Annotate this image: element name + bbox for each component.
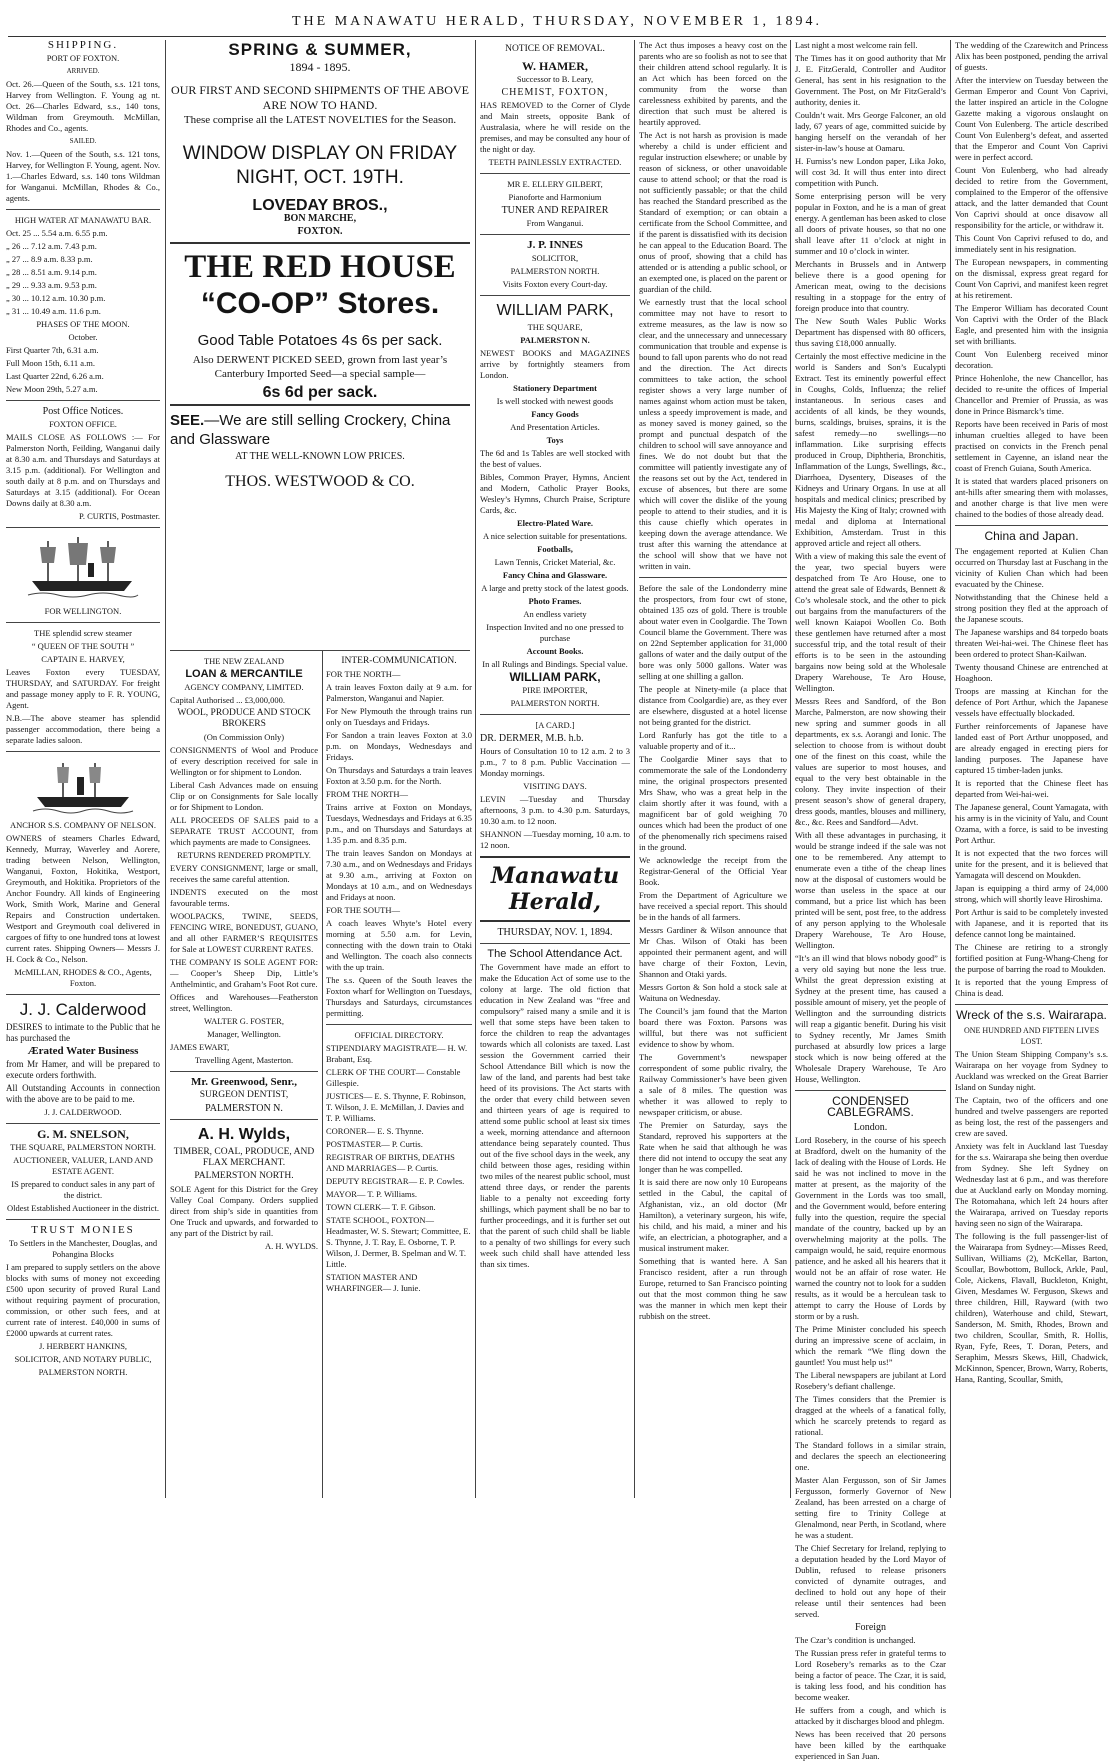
wylds-sign: A. H. WYLDS. bbox=[265, 1241, 318, 1251]
spring-summer: SPRING & SUMMER, bbox=[228, 40, 412, 59]
local-6: From the Department of Agriculture we have received a special report. This should be in the hands of all farmers. bbox=[639, 890, 787, 922]
cj-2: Notwithstanding that the Chinese held a strong position they fled at the approach of the Japanese scouts. bbox=[955, 592, 1108, 624]
local-4: The Coolgardie Miner says that to commemorate the sale of the Londonderry mine, the original prospectors presented Mrs Shaw, who was a great help in the claim shortly after it was found, with a magnificent bar of gold weighing 70 ounces which had been the product of one of the phenomenally rich specimens raised in the ground. bbox=[639, 754, 787, 852]
local-5: We acknowledge the receipt from the Registrar-General of the Official Year Book. bbox=[639, 855, 787, 887]
westwood: THOS. WESTWOOD & CO. bbox=[225, 473, 415, 490]
bon-marche: BON MARCHE, bbox=[283, 213, 357, 224]
red-house: THE RED HOUSE bbox=[184, 249, 456, 285]
south-1: A coach leaves Whyte’s Hotel every morning at 5.50 a.m. for Levin, connecting with the down train to Otaki and Wellington. The coach also connects with the up train. bbox=[326, 918, 472, 972]
post-office-sign: P. CURTIS, Postmaster. bbox=[79, 511, 160, 521]
trust-title: TRUST MONIES bbox=[31, 1224, 135, 1236]
ad-rule bbox=[170, 650, 470, 651]
foxton: FOXTON. bbox=[297, 226, 343, 237]
innes-palm: PALMERSTON NORTH. bbox=[510, 266, 600, 276]
interview: After the interview on Tuesday between the German Emperor and Count Von Caprivi, the latter inspired an article in the Cologne Gazette making a vigorous onslaught on Count Von Eulenberg. The article described Count Von Eulenberg’s defeat, and asserted that the Emperor and Count Von Caprivi were in perfect accord. bbox=[955, 75, 1108, 162]
masthead: THE MANAWATU HERALD, THURSDAY, NOVEMBER 1, 1894. bbox=[292, 14, 822, 29]
greenwood: Mr. Greenwood, Senr., bbox=[191, 1076, 297, 1088]
from-wanganui: From Wanganui. bbox=[526, 218, 584, 228]
visiting: VISITING DAYS. bbox=[523, 781, 587, 791]
column-rule bbox=[790, 40, 791, 1498]
offices: Offices and Warehouses—Featherston street, Wellington. bbox=[170, 992, 318, 1013]
snelson-sub: THE SQUARE, PALMERSTON NORTH. bbox=[10, 1142, 156, 1152]
dir-9: TOWN CLERK— T. F. Gibson. bbox=[326, 1202, 436, 1212]
eulenberg-2: Count Von Eulenberg received minor decoration. bbox=[955, 349, 1108, 370]
presentation: And Presentation Articles. bbox=[510, 422, 600, 432]
calderwood-text-2: from Mr Hamer, and will be prepared to execute orders forthwith. bbox=[6, 1059, 160, 1080]
news-7: The New South Wales Public Works Department has dispensed with 80 officers, thus saving £18,000 annually. bbox=[795, 316, 946, 348]
warders: It is stated that warders placed prisoners on ant-hills after smearing them with molasses, and another charge is that live men were chained to the bodies of those already dead. bbox=[955, 476, 1108, 519]
herald-date: THURSDAY, NOV. 1, 1894. bbox=[497, 927, 613, 938]
see-label: SEE. bbox=[170, 412, 205, 429]
hw-row: „ 27 ... 8.9 a.m. 8.33 p.m. bbox=[6, 254, 93, 264]
column-4 bbox=[480, 40, 630, 1498]
anchor-title: ANCHOR S.S. COMPANY OF NELSON. bbox=[9, 820, 157, 830]
cj-12: The Chinese are retiring to a strongly fortified position at Fung-Whang-Cheng for the purpose of barring the road to Moukden. bbox=[955, 942, 1108, 974]
consign: CONSIGNMENTS of Wool and Produce of every description received for sale in Wellington or for shipment to London. bbox=[170, 745, 318, 777]
timber: TIMBER, COAL, PRODUCE, AND FLAX MERCHANT. bbox=[173, 1147, 315, 1168]
loan-heading: LOAN & MERCANTILE bbox=[185, 668, 303, 680]
hours: Hours of Consultation 10 to 12 a.m. 2 to 3 p.m., 7 to 8 p.m. Public Vaccination — Monday mornings. bbox=[480, 746, 630, 778]
trust-sign: J. HERBERT HANKINS, bbox=[38, 1341, 128, 1351]
foster: WALTER G. FOSTER, bbox=[204, 1016, 284, 1026]
hw-row: „ 29 ... 9.33 a.m. 9.53 p.m. bbox=[6, 280, 97, 290]
agency: AGENCY COMPANY, LIMITED. bbox=[184, 682, 304, 692]
novelties: These comprise all the LATEST NOVELTIES for the Season. bbox=[183, 114, 457, 126]
school-act-title: The School Attendance Act. bbox=[487, 948, 623, 960]
column-6 bbox=[795, 40, 946, 1761]
tuner: TUNER AND REPAIRER bbox=[501, 205, 609, 216]
steamer-name: “ QUEEN OF THE SOUTH ” bbox=[31, 641, 135, 651]
visits: Visits Foxton every Court-day. bbox=[502, 279, 608, 289]
china: Fancy China and Glassware. bbox=[502, 570, 608, 580]
stationery: Stationery Department bbox=[513, 383, 597, 393]
calderwood-text: DESIRES to intimate to the Public that he has purchased the bbox=[6, 1022, 160, 1043]
column-2a bbox=[170, 656, 318, 1498]
calderwood-title: J. J. Calderwood bbox=[19, 1000, 147, 1019]
indents: INDENTS executed on the most favourable terms. bbox=[170, 887, 318, 908]
from-north: FROM THE NORTH— bbox=[326, 789, 408, 799]
editorial-3: We earnestly trust that the local school committee may not have to resort to extreme measures, as the law is now so clear, and the unnecessary and unnecessary communication that trouble and expense is bound to fall upon parents who do not read and the direction. The Act directs committees to take action, the school register shows a very large number of names against whom action must be taken, unless a speedy improvement is made, and as money saved is money gained, so the prompt and punctual despatch of the children to school will save annoyance and fines. We do not doubt but that the committee will patiently investigate any of the reasons set out by the Act, tendered in excuse of absences, but there are some which will cover the dislike of the young people to attend to their studies, and it is this cause chiefly which operates in keeping down the average attendance. We trust after this warning the attendance at the school will show that we have not written in vain. bbox=[639, 297, 787, 571]
cj-11: Port Arthur is said to be completely invested with Japanese, and it is reported that its defence cannot long be maintained. bbox=[955, 907, 1108, 939]
news-10: Messrs Rees and Sandford, of the Bon Marche, Palmerston, are now showing their new spring and summer goods in all departments, ex s.s. Aorangi and Ionic. The selection to choose from is without doubt one of the finest on this coast, while the values are superior to most houses, and equal to the very best obtainable in the colony. They invite inspection of their present season’s show of general drapery, dress goods, mantles, blouses and millinery, &c., &c. Rees and Sandford—Advt. bbox=[795, 696, 946, 827]
cough: He suffers from a cough, and which is attacked by it discharges blood and phlegm. bbox=[795, 1705, 946, 1726]
electro: Electro-Plated Ware. bbox=[516, 518, 593, 528]
see-text: —We are still selling Crockery, China and Glassware bbox=[170, 412, 451, 448]
news-12: “It’s an ill wind that blows nobody good” is a very old saying but none the less true. Whilst the great depression existing at Sydney at the present time, has caused a possible amount of misery, yet the people of Wellington and the surrounding districts will reap a gigantic benefit. During his visit to Sydney recently, Mr James Smith purchased at absurdly low prices a large stock which is now being offered at the Wholesale Drapery Warehouse, Te Aro House, Wellington. bbox=[795, 953, 946, 1084]
proceeds: ALL PROCEEDS OF SALES paid to a SEPARATE TRUST ACCOUNT, from which payments are made to Consignees. bbox=[170, 815, 318, 847]
shipping-title: SHIPPING. bbox=[47, 39, 119, 51]
north-2: For New Plymouth the through trains run only on Tuesdays and Fridays. bbox=[326, 706, 472, 727]
north-4: On Thursdays and Saturdays a train leaves Foxton at 3.50 p.m. for the North. bbox=[326, 765, 472, 786]
column-2-ads bbox=[170, 40, 470, 650]
moon-row: Full Moon 15th, 6.11 a.m. bbox=[6, 358, 95, 368]
successor: Successor to B. Leary, bbox=[516, 74, 594, 84]
calderwood-sign: J. J. CALDERWOOD. bbox=[44, 1107, 122, 1117]
aerated-water: Ærated Water Business bbox=[27, 1045, 139, 1057]
anchor-agents: McMILLAN, RHODES & CO., Agents, Foxton. bbox=[14, 967, 152, 988]
column-3 bbox=[326, 656, 472, 1498]
sailed-text: Nov. 1.—Queen of the South, s.s. 121 tons, Harvey, for Wellington F. Young, agent. Nov. 1.—Charles Edward, s.s. 140 tons Wildman for Wanganui. McMillan, Rhodes & Co., agents. bbox=[6, 149, 160, 203]
chemist: CHEMIST, FOXTON, bbox=[501, 87, 609, 98]
ireland: The Chief Secretary for Ireland, replying to a deputation headed by the Lord Mayor of Dublin, refused to release prisoners convicted of dynamite outrages, and declined to hold out any hope of their release until their sentences had been served. bbox=[795, 1543, 946, 1619]
trust-sign-2: SOLICITOR, AND NOTARY PUBLIC, bbox=[14, 1354, 152, 1364]
wreck-1: The Union Steam Shipping Company’s s.s. Wairarapa on her voyage from Sydney to Auckland was wrecked on the Great Barrier Island on Sunday night. bbox=[955, 1049, 1108, 1092]
killed: News has been received that 20 persons have been killed by the earthquake experienced in San Juan. bbox=[795, 1729, 946, 1761]
dir-11: STATION MASTER AND WHARFINGER— J. Iunie. bbox=[326, 1272, 421, 1293]
electro-text: A nice selection suitable for presentations. bbox=[483, 531, 627, 541]
wool: WOOL, PRODUCE AND STOCK BROKERS bbox=[177, 708, 311, 729]
reports: Reports have been received in Paris of most inhuman cruelties alleged to have been practised on convicts in the French penal settlement in Cayenne, an island near the coast of French Guiana, South America. bbox=[955, 419, 1108, 473]
window-display: WINDOW DISPLAY ON FRIDAY NIGHT, OCT. 19TH. bbox=[182, 143, 458, 188]
nz-heading: THE NEW ZEALAND bbox=[203, 656, 285, 666]
gilbert: MR E. ELLERY GILBERT, bbox=[507, 179, 603, 189]
papers: The European newspapers, in commenting on the dismissal, express great regard for Count Von Caprivi, and manifest keen regret at his retirement. bbox=[955, 257, 1108, 300]
potatoes: Good Table Potatoes 4s 6s per sack. bbox=[197, 332, 443, 349]
post-office-title: Post Office Notices. bbox=[42, 406, 124, 417]
news-1: Last night a most welcome rain fell. bbox=[795, 40, 918, 50]
photo: Photo Frames. bbox=[528, 596, 582, 606]
bibles: Bibles, Common Prayer, Hymns, Ancient and Modern, Catholic Prayer Books, Wesley’s Hymns, Church Praise, Scripture Cards, &c. bbox=[480, 472, 630, 515]
capital: Capital Authorised ... £3,000,000. bbox=[170, 695, 285, 705]
dir-3: JUSTICES— E. S. Thynne, F. Robinson, T. Wilson, J. E. McMillan, J. Davies and T. P. Williams. bbox=[326, 1091, 466, 1123]
see-notice bbox=[170, 411, 470, 449]
wreck-2: The Captain, two of the officers and one hundred and twelve passengers are reported as being lost, the rest of the passengers and crew are saved. bbox=[955, 1095, 1108, 1138]
news-6: Merchants in Brussels and in Antwerp believe there is a good opening for American meat, owing to the decisions resulting in a stoppage for the entry of foreign produce into that country. bbox=[795, 259, 946, 313]
ewart: JAMES EWART, bbox=[170, 1042, 230, 1052]
china-japan-title: China and Japan. bbox=[984, 529, 1079, 543]
trust-sign-3: PALMERSTON NORTH. bbox=[38, 1367, 128, 1377]
column-rule bbox=[634, 40, 635, 1498]
premier: The Prime Minister concluded his speech during an impressive scene of acclaim, in which the remark “We fling down the gauntlet! You must help us!” bbox=[795, 1324, 946, 1367]
for-north: FOR THE NORTH— bbox=[326, 669, 401, 679]
herald-nameplate: Manawatu Herald, bbox=[490, 863, 620, 915]
park-palm-2: PALMERSTON NORTH. bbox=[510, 698, 600, 708]
dir-5: POSTMASTER— P. Curtis. bbox=[326, 1139, 423, 1149]
south-2: The s.s. Queen of the South leaves the Foxton wharf for Wellington on Tuesdays, Thursdays and Saturdays, circumstances permitting. bbox=[326, 975, 472, 1018]
cj-3: The Japanese warships and 84 torpedo boats threaten Wei-hai-wei. The Chinese fleet has been ordered to protect Shan-Kailwan. bbox=[955, 627, 1108, 659]
stationery-stock: Is well stocked with newest goods bbox=[496, 396, 614, 406]
official-directory: OFFICIAL DIRECTORY. bbox=[354, 1030, 444, 1040]
news-3: Couldn’t wait. Mrs George Falconer, an old lady, 67 years of age, committed suicide by hanging herself on the verandah of her sister-in-law’s house at Oamaru. bbox=[795, 110, 946, 153]
news-8: Certainly the most effective medicine in the world is Sanders and Son’s Eucalypti Extract. Test its eminently powerful effect in Coughs, Colds, Influenza; the relief instantaneous. In serious cases and accidents of all kinds, be they wounds, burns, scaldings, bruises, sprains, it is the safest remedy—no swellings—no inflammation. Like surprising effects produced in Croup, Diphtheria, Bronchitis, Inflammation of the Lungs, Swellings, &c., Diarrhoea, Dysentery, Diseases of the Kidneys and Urinary Organs. In use at all hospitals and medical clinics; prescribed by His Majesty the King of Italy; crowned with medal and diploma at International Exhibition, Amsterdam. Trust in this approved article and reject all others. bbox=[795, 351, 946, 548]
news-9: With a view of making this sale the event of the year, two special buyers were despatched from Te Aro House, one to attend the great sale of Edwards, Bennett & Co’s wholesale stock, and the other to pick out bargains from the manufacturers of the well known Kaiapoi Woollen Co. Both these gentlemen have returned after a most successful trip, and the total result of their efforts is to be seen in the astounding bargains now being sold at the Wholesale Drapery Warehouse, Te Aro House, Wellington. bbox=[795, 551, 946, 693]
six-six: 6s 6d per sack. bbox=[262, 384, 378, 401]
cj-10: Japan is equipping a third army of 24,000 strong, which will shortly leave Hiroshima. bbox=[955, 883, 1108, 904]
london-text: Lord Rosebery, in the course of his speech at Bradford, dwelt on the humanity of the lack of dealing with the House of Lords. He said he was not inclined to move in the matter at present, as the majority of the Government in the Lords was too small, and the Government would, before entering fully into the question, require the special mandate of the country, backed up by an overwhelming majority at the polls. The campaign would, he said, require enormous patience, and he asked all his hearers that it would not be an affair of rose water. He warned the country not to look for a sudden results, as it would be a herculean task to attempt to carry the House of Lords by storm or by a rush. bbox=[795, 1135, 946, 1321]
liberal-papers: The Liberal newspapers are jubilant at Lord Rosebery’s defiant challenge. bbox=[795, 1370, 946, 1391]
dir-7: DEPUTY REGISTRAR— E. P. Cowles. bbox=[326, 1176, 465, 1186]
cj-9: It is not expected that the two forces will unite for the present, and it is believed that Yamagata will descend on Moukden. bbox=[955, 848, 1108, 880]
russia: The Russian press refer in grateful terms to Lord Rosebery’s remarks as to the Czar being a factor of peace. The Czar, it is said, is taking less food, and his condition has become weaker. bbox=[795, 1648, 946, 1702]
hw-row: „ 31 ... 10.49 a.m. 11.6 p.m. bbox=[6, 306, 101, 316]
from-north-2: The train leaves Sandon on Mondays at 7.30 a.m., and on Wednesdays and Fridays at 9.30 a.m., arriving at Foxton on Mondays at 10 a.m., and on Wednesdays and Fridays at noon. bbox=[326, 848, 472, 902]
lawn: Lawn Tennis, Cricket Material, &c. bbox=[494, 557, 616, 567]
hw-row: „ 26 ... 7.12 a.m. 7.43 p.m. bbox=[6, 241, 97, 251]
local-2: The people at Ninety-mile (a place that distance from Coolgardie) are, as they ever are elsewhere, disgusted at a hotel license not being granted for the district. bbox=[639, 684, 787, 727]
editorial-2: The Act is not harsh as provision is made whereby a child is under efficient and regular instruction elsewhere; or unable by reason of sickness, or other unavoidable cause to attend school; or that the road is not sufficiently passable; or that the child has reached the Standard prescribed as the Standard of exemption; or can obtain a certificate from the School Committee, and if the parent is dissatisfied with its decision he can appeal to the Education Board. The onus of proof, showing that a child has attended or is attending a public school, or an exempted one, is placed on the parent or guardian of the child. bbox=[639, 130, 787, 294]
company: THE COMPANY IS SOLE AGENT FOR:— Cooper’s Sheep Dip, Little’s Anthelmintic, and Graham’s Foot Rot cure. bbox=[170, 957, 318, 989]
high-water-title: HIGH WATER AT MANAWATU BAR. bbox=[14, 215, 152, 225]
trust-sub: To Settlers in the Manchester, Douglas, and Pohangina Blocks bbox=[8, 1238, 158, 1259]
cj-6: Further reinforcements of Japanese have landed east of Port Arthur unopposed, and are already engaged in erecting piers for landing purposes. The Japanese have captured 15 timber-laden junks. bbox=[955, 721, 1108, 775]
wreck-title: Wreck of the s.s. Wairarapa. bbox=[956, 1008, 1107, 1022]
william-park-2: WILLIAM PARK, bbox=[509, 670, 601, 684]
from-north-1: Trains arrive at Foxton on Mondays, Tuesdays, Wednesdays and Fridays at 6.35 p.m., and on Thursdays and Saturdays at 1.35 p.m. and 8.35 p.m. bbox=[326, 802, 472, 845]
toys: Toys bbox=[546, 435, 564, 445]
every: EVERY CONSIGNMENT, large or small, receives the same careful attention. bbox=[170, 863, 318, 884]
hohenlohe: Prince Hohenlohe, the new Chancellor, has decided to re-unite the offices of Imperial Chancellor and Premier of Prussia, as was done in Prince Bismarck’s time. bbox=[955, 373, 1108, 416]
snelson-oldest: Oldest Established Auctioneer in the district. bbox=[6, 1203, 160, 1213]
moon-row: Last Quarter 22nd, 6.26 a.m. bbox=[6, 371, 104, 381]
calderwood-text-3: All Outstanding Accounts in connection with the above are to be paid to me. bbox=[6, 1083, 160, 1104]
port-heading: PORT OF FOXTON. bbox=[46, 53, 120, 63]
commission: (On Commission Only) bbox=[203, 732, 285, 742]
eulenberg: Count Von Eulenberg, who had already decided to retire from the Government, complained to the Emperor of the offensive attack, and the latter demanded that Count Von Caprivi should at once disavow all responsibility for the article, or withdraw it. bbox=[955, 165, 1108, 230]
levin: LEVIN —Tuesday and Thursday afternoons, 3 p.m. to 4.30 p.m. Saturdays, 10.30 a.m. to 12 noon. bbox=[480, 794, 630, 826]
sailed-heading: SAILED. bbox=[69, 137, 97, 145]
dermer: DR. DERMER, M.B. h.b. bbox=[480, 733, 584, 744]
liberal: Liberal Cash Advances made on ensuing Clip or on Consignments for Sale locally or for Shipment to London. bbox=[170, 780, 318, 812]
cj-8: The Japanese general, Count Yamagata, with his army is in the vicinity of Yalu, and Count Ozama, with a force, is said to be investing Port Arthur. bbox=[955, 802, 1108, 845]
local-10: The Government’s newspaper correspondent of some public rivalry, the Railway Commissioner’s have been given a sale of 8 miles. The question was whether it was allowed to reply to newspaper criticism, or abuse. bbox=[639, 1052, 787, 1117]
moon-row: First Quarter 7th, 6.31 a.m. bbox=[6, 345, 99, 355]
news-2: The Times has it on good authority that Mr J. E. FitzGerald, Controller and Auditor General, has sent in his resignation to the Government. The Post, on Mr FitzGerald’s authority, denies it. bbox=[795, 53, 946, 107]
column-1 bbox=[6, 40, 160, 1498]
captain: CAPTAIN E. HARVEY, bbox=[41, 654, 125, 664]
dir-10: STATE SCHOOL, FOXTON— Headmaster, W. S. Stewart; Committee, E. S. Thynne, J. T. Ray, E. Osborne, T. P. Wilson, J. Dermer, B. Spelman and W. T. Little. bbox=[326, 1215, 471, 1269]
cj-13: It is reported that the young Empress of China is dead. bbox=[955, 977, 1108, 998]
conferred: The Emperor William has decorated Count Von Caprivi with the Order of the Black Eagle, and presented him with the insignia set with brilliants. bbox=[955, 303, 1108, 346]
returns: RETURNS RENDERED PROMPTLY. bbox=[177, 850, 311, 860]
local-8: Messrs Gorton & Son hold a stock sale at Waituna on Wednesday. bbox=[639, 982, 787, 1003]
snelson-role: AUCTIONEER, VALUER, LAND AND ESTATE AGENT. bbox=[13, 1155, 153, 1176]
palmerston-north: PALMERSTON NORTH. bbox=[194, 1171, 294, 1181]
cj-1: The engagement reported at Kulien Chan occurred on Thursday last at Fuschang in the vicinity of Kulien Chan which had been evacuated by the Chinese. bbox=[955, 546, 1108, 589]
moon-month: October. bbox=[68, 332, 98, 342]
standard: The Standard follows in a similar strain, and declares the speech an electioneering one. bbox=[795, 1440, 946, 1472]
steamer-body: Leaves Foxton every TUESDAY, THURSDAY, and SATURDAY. For freight and passage money apply to F. R. YOUNG, Agent. bbox=[6, 667, 160, 710]
school-act-text: The Government have made an effort to make the Education Act of some use to the colony at large. The old fiction that education in New Zealand was “free and compulsory” raised many a smile and it is well that some steps have been taken to force the children to reap the advantages towards which all colonists are taxed. Last session the Government carried their School Attendance Bill which is now the law of the land, and parents had best take heed of its provisions. The Act starts with the order that every child between seven and thirteen years of age is required to attend some public school at least six times a week, morning attendance and afternoon attendance being separately counted. Thus out of the five school days in the week, any child between those ages, residing within two miles of the nearest public school, must attend three days, or render the parents liable to a penalty not exceeding forty shillings, which payment shall be no bar to further proceedings, and it is further set out that the parent of such child shall be liable to a penalty of two shillings for every such week such child shall have attended less than six times. bbox=[480, 962, 630, 1269]
china-text: A large and pretty stock of the latest goods. bbox=[481, 583, 629, 593]
cj-7: It is reported that the Chinese fleet has departed from Wei-hai-wei. bbox=[955, 778, 1108, 799]
manager: Manager, Wellington. bbox=[207, 1029, 281, 1039]
dir-1: STIPENDIARY MAGISTRATE— H. W. Brabant, Esq. bbox=[326, 1043, 468, 1064]
notice-of-removal: NOTICE OF REMOVAL. bbox=[505, 44, 605, 54]
news-4: H. Furniss’s new London paper, Lika Joko, will cost 3d. It will thus enter into direct competition with Punch. bbox=[795, 156, 946, 188]
column-rule bbox=[165, 40, 166, 1498]
coop-stores: “CO-OP” Stores. bbox=[200, 287, 440, 320]
anchor-ship-illustration bbox=[33, 757, 133, 817]
steamer-nb: N.B.—The above steamer has splendid passenger accommodation, there being a separate ladies saloon. bbox=[6, 713, 160, 745]
local-9: The Council’s jam found that the Marton board there was Foxton. Parsons was willful, but there was not sufficient evidence to show by whom. bbox=[639, 1006, 787, 1049]
park-square: THE SQUARE, bbox=[527, 322, 583, 332]
foreign-heading: Foreign bbox=[854, 1622, 887, 1633]
dir-2: CLERK OF THE COURT— Constable Gillespie. bbox=[326, 1067, 461, 1088]
steamship-illustration bbox=[28, 533, 138, 603]
local-11: The Premier on Saturday, says the Standard, reproved his supporters at the Rate when he said that although he was there did not intend to occupy the seat any longer than he was compelled. bbox=[639, 1120, 787, 1174]
photo-text: An endless variety bbox=[523, 609, 587, 619]
local-7: Messrs Gardiner & Wilson announce that Mr Chas. Wilson of Otaki has been appointed their permanent agent, and will have charge of their Foxton, Levin, Shannon and Otaki yards. bbox=[639, 925, 787, 979]
local-1: Before the sale of the Londonderry mine the prospectors, from four cwt of stone, obtained 135 ozs of gold. There is trouble about water even in Coolgardie. The Town Council blame the Government. There was on 22nd September application for 31,000 gallons of water and the daily output of the bore was only 5000 gallons. Water was selling at one shilling a gallon. bbox=[639, 583, 787, 681]
london-heading: London. bbox=[853, 1122, 888, 1133]
column-rule bbox=[950, 40, 951, 1498]
north-3: For Sandon a train leaves Foxton at 3.0 p.m. on Mondays, Wednesdays and Fridays. bbox=[326, 730, 472, 762]
times: The Times considers that the Premier is dragged at the wheels of a fanatical folly, which he scarcely pretends to regard as rational. bbox=[795, 1394, 946, 1437]
wreck-3: Anxiety was felt in Auckland last Tuesday for the s.s. Wairarapa she being then overdue from Sydney. She left Sydney on Wednesday last at 6 p.m., and was therefore due at Auckland early on Monday morning. The Rotomahana, which left 24 hours after the Wairarapa, arrived on Tuesday reports having seen no sign of the Wairarapa. bbox=[955, 1141, 1108, 1228]
wreck-4: The following is the full passenger-list of the Wairarapa from Sydney:—Misses Reed, Sullivan, Williams (2), McKellar, Barton, Scoullar, Bowbottom, Bullock, Arkle, Paul, Cole, Aickens, Flavall, Buckleton, Knight, Given, Mesdames W. Ferguson, Skews and three children, Hill, Rayward (with two children), Waterhouse and child, Stewart, Sanderson, M. Smith, Rhodes, Brown and two children, Scoullar, Smith, R. Hollis, Ryan, Fyfe, Rees, T. Doran, Peters, and Seraphim, Messrs Skews, Hill, Chadwick, McKinnon, Spencer, Brown, Warry, Roberts, Hana, Ranting, Scoullar, Smith, bbox=[955, 1231, 1108, 1384]
fergusson: Master Alan Fergusson, son of Sir James Fergusson, formerly Governor of New Zealand, has been arrested on a charge of setting fire to Trinity College at Glenalmond, near Perth, in Scotland, where he was a student. bbox=[795, 1475, 946, 1540]
derwent: Also DERWENT PICKED SEED, grown from last year’s Canterbury Imported Seed—a special sample— bbox=[192, 354, 448, 380]
shipments: OUR FIRST AND SECOND SHIPMENTS OF THE ABOVE ARE NOW TO HAND. bbox=[171, 83, 469, 112]
editorial-1: The Act thus imposes a heavy cost on the parents who are so foolish as not to see that their children attend school regularly. It is an Act which has been forced on the community from the worse than carelessness exhibited by parents, and the direction that such must be altered is heartily approved. bbox=[639, 40, 788, 127]
dir-8: MAYOR— T. P. Williams. bbox=[326, 1189, 417, 1199]
hw-row: „ 30 ... 10.12 a.m. 10.30 p.m. bbox=[6, 293, 106, 303]
column-rule bbox=[475, 40, 476, 1498]
hw-row: „ 28 ... 8.51 a.m. 9.14 p.m. bbox=[6, 267, 97, 277]
for-wellington-heading: FOR WELLINGTON. bbox=[44, 606, 122, 616]
rulings: In all Rulings and Bindings. Special value. bbox=[482, 659, 628, 669]
wylds: A. H. Wylds, bbox=[197, 1126, 291, 1143]
william-park: WILLIAM PARK, bbox=[496, 302, 614, 319]
column-rule bbox=[322, 650, 323, 1498]
park-palm: PALMERSTON N. bbox=[520, 335, 590, 345]
woolpacks: WOOLPACKS, TWINE, SEEDS, FENCING WIRE, BONEDUST, GUANO, and all other FARMER’S REQUISITES for Sale at LOWEST CURRENT RATES. bbox=[170, 911, 318, 954]
local-12: It is said there are now only 10 Europeans settled in the Cabul, the capital of Afghanistan, viz., an old doctor (Mr Hamilton), a veterinary surgeon, his wife, his child, and his maid, a miner and his wife, an electrician, a photographer, and a musical instrument maker. bbox=[639, 1177, 787, 1253]
post-office-text: MAILS CLOSE AS FOLLOWS :— For Palmerston North, Feilding, Wanganui daily at 8.30 a.m. and Thursdays and Saturdays at 3.15 p.m. (additional). For Wellington and south daily at 8 p.m. and on Thursdays and Saturdays at 3.15 (additional). For Ocean Downs daily at 8.30 a.m. bbox=[6, 432, 160, 508]
toys-text: The 6d and 1s Tables are well stocked with the best of values. bbox=[480, 448, 630, 469]
teeth: TEETH PAINLESSLY EXTRACTED. bbox=[488, 157, 622, 167]
importer: PIRE IMPORTER, bbox=[522, 685, 588, 695]
palmerston-n: PALMERSTON N. bbox=[205, 1103, 283, 1114]
for-south: FOR THE SOUTH— bbox=[326, 905, 400, 915]
card: [A CARD.] bbox=[535, 720, 575, 730]
wedding: The wedding of the Czarewitch and Princess Alix has been postponed, pending the arrival of guests. bbox=[955, 40, 1108, 72]
park-books: NEWEST BOOKS and MAGAZINES arrive by fortnightly steamers from London. bbox=[480, 348, 630, 380]
shannon: SHANNON —Tuesday morning, 10 a.m. to 12 noon. bbox=[480, 829, 630, 850]
piano: Pianoforte and Harmonium bbox=[508, 192, 602, 202]
low-prices: AT THE WELL-KNOWN LOW PRICES. bbox=[235, 451, 405, 462]
north-1: A train leaves Foxton daily at 9 a.m. for Palmerston, Wanganui and Napier. bbox=[326, 682, 472, 703]
column-5 bbox=[639, 40, 787, 1498]
ewart-role: Travelling Agent, Masterton. bbox=[194, 1055, 294, 1065]
cj-5: Troops are massing at Kinchan for the defence of Port Arthur, which the Japanese vessels have effectually blockaded. bbox=[955, 686, 1108, 718]
intercommunication-title: INTER-COMMUNICATION. bbox=[341, 656, 457, 666]
moon-row: New Moon 29th, 5.27 a.m. bbox=[6, 384, 98, 394]
loveday-bros: LOVEDAY BROS., bbox=[252, 197, 388, 214]
post-office-sub: FOXTON OFFICE. bbox=[49, 419, 117, 429]
czar: The Czar’s condition is unchanged. bbox=[795, 1635, 916, 1645]
news-5: Some enterprising person will be very popular in Foxton, and he is a man of great energy. A gentleman has been asked to close all doors of private houses, so that no one shall leave after 11 o’clock at night in summer and 10 o’clock in winter. bbox=[795, 191, 946, 256]
steamer-intro: THE splendid screw steamer bbox=[34, 628, 132, 638]
footballs: Footballs, bbox=[537, 544, 573, 554]
hamer: W. HAMER, bbox=[522, 59, 588, 73]
sole-agent: SOLE Agent for this District for the Grey Valley Coal Company. Orders supplied direct from ship’s side in quantities from One Truck and upwards, and forwarded to any part of the District by rail. bbox=[170, 1184, 318, 1238]
column-7 bbox=[955, 40, 1108, 1498]
snelson-title: G. M. SNELSON, bbox=[37, 1127, 129, 1141]
surgeon: SURGEON DENTIST, bbox=[199, 1090, 289, 1100]
cj-4: Twenty thousand Chinese are entrenched at Hoaghoon. bbox=[955, 662, 1108, 683]
account-books: Account Books. bbox=[526, 646, 584, 656]
hw-row: Oct. 25 ... 5.54 a.m. 6.55 p.m. bbox=[6, 228, 108, 238]
arrived-heading: ARRIVED. bbox=[66, 67, 100, 75]
innes: J. P. INNES bbox=[527, 239, 583, 251]
season: 1894 - 1895. bbox=[289, 60, 351, 74]
dir-6: REGISTRAR OF BIRTHS, DEATHS AND MARRIAGES— P. Curtis. bbox=[326, 1152, 455, 1173]
masthead-rule bbox=[8, 36, 1106, 37]
hamer-text: HAS REMOVED to the Corner of Clyde and Main streets, opposite Bank of Australasia, where he will reside on the premises, and may be consulted any hour of the night or day. bbox=[480, 100, 630, 154]
dir-4: CORONER— E. S. Thynne. bbox=[326, 1126, 424, 1136]
cablegrams-title: CONDENSED CABLEGRAMS. bbox=[827, 1094, 914, 1119]
fancy-goods: Fancy Goods bbox=[531, 409, 579, 419]
local-13: Something that is wanted here. A San Francisco resident, after a run through Europe, returned to San Francisco pointing out that the most common thing he saw was the manner in which men kept their rubbish on the street. bbox=[639, 1256, 787, 1321]
moon-title: PHASES OF THE MOON. bbox=[36, 319, 130, 329]
news-11: With all these advantages in purchasing, it would be strange indeed if the sale was not one to be remembered. Any attempt to enumerate even a tithe of the cheap lines now at the disposal of customers would be worse than useless in the space at our command, but a price list which has been printed will be sent, post free, to the address of any person applying to the Wholesale Drapery Warehouse, Te Aro House, Wellington. bbox=[795, 830, 946, 950]
solicitor: SOLICITOR, bbox=[531, 253, 579, 263]
snelson-text: IS prepared to conduct sales in any part of the district. bbox=[11, 1179, 155, 1200]
trust-text: I am prepared to supply settlers on the above blocks with sums of money not exceeding £500 upon security of proved Rural Land without requiring payment of procuration, commission, or other such fees, and at current rate of interest. £40,000 in sums of £2000 upwards at current rates. bbox=[6, 1262, 160, 1338]
local-3: Lord Ranfurly has got the title to a valuable property and of it... bbox=[639, 730, 787, 751]
inspection: Inspection Invited and no one pressed to purchase bbox=[486, 622, 624, 643]
anchor-text: OWNERS of steamers Charles Edward, Kennedy, Murray, Waverley and Aorere, trading between Nelson, Wellington, Wanganui, Foxton, Hokitika, Westport, Greymouth, and Hokitika. Proprietors of the Anchor Foundry. All kinds of Engineering Work, Smith Work, Marine and General Repairs and Construction undertaken. Westport and Greymouth coal delivered in cargoes of fifty to one hundred tons at lowest current rates. Shipping Owners— Messrs J. H. Cock & Co., Nelson. bbox=[6, 833, 160, 964]
wreck-sub: ONE HUNDRED AND FIFTEEN LIVES LOST. bbox=[963, 1026, 1100, 1046]
arrived-text: Oct. 26.—Queen of the South, s.s. 121 tons, Harvey from Wellington. F. Young ag nt. Oct. 26—Charles Edward, s.s., 140 tons, Wildman from Greymouth. McMillan, Rhodes and Co., agents. bbox=[6, 79, 160, 133]
refused: This Count Von Caprivi refused to do, and immediately sent in his resignation. bbox=[955, 233, 1108, 254]
